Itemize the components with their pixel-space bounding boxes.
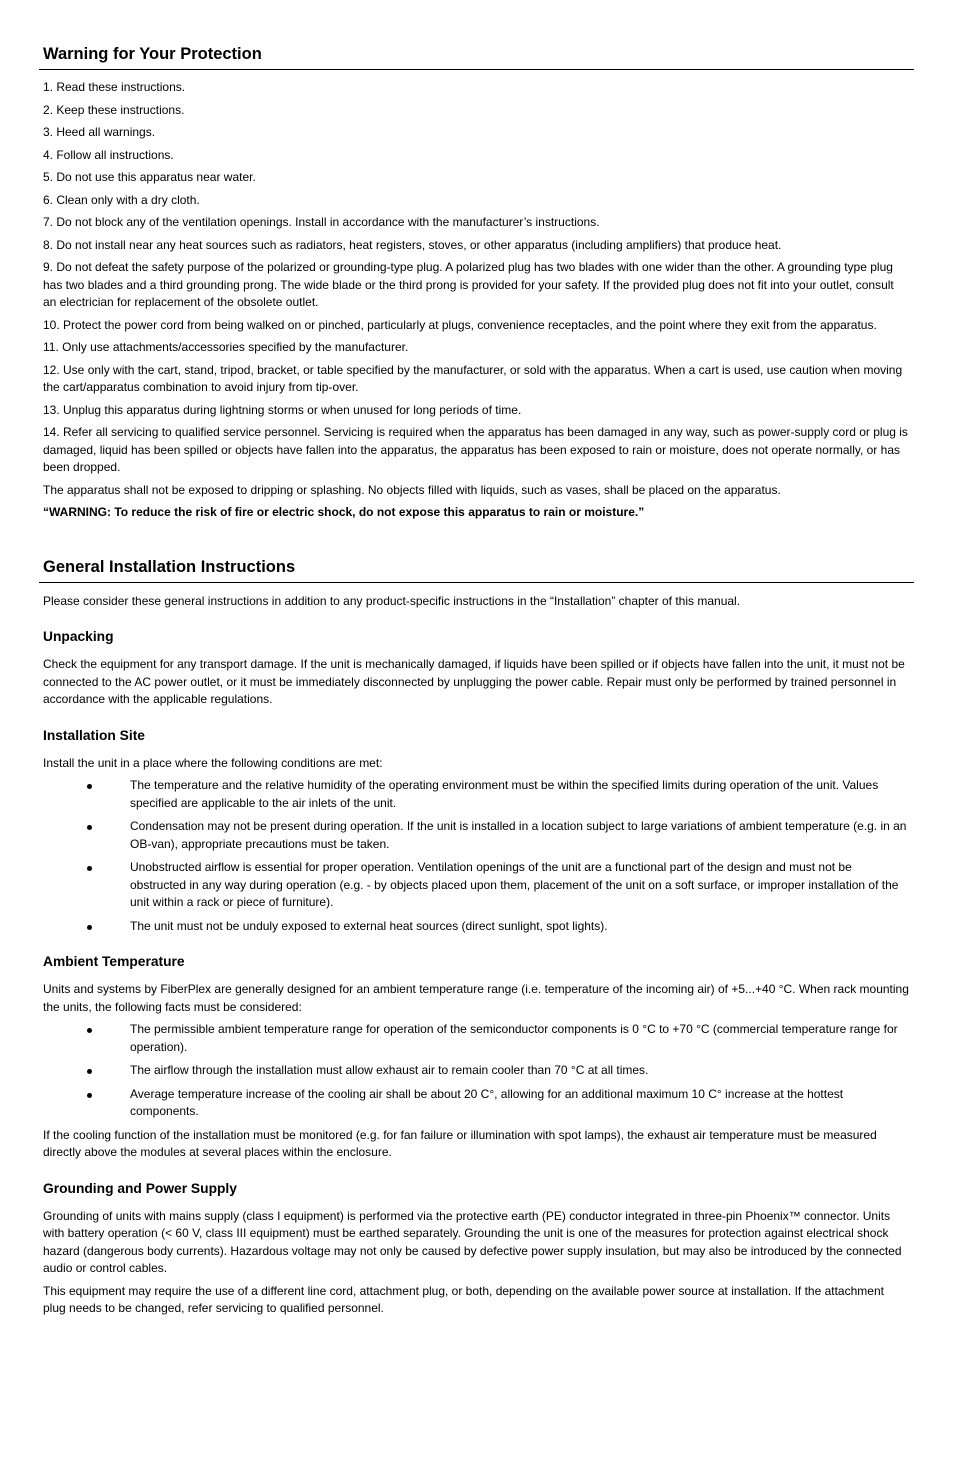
installation-intro: Please consider these general instructions in addition to any product-specific instructions in the “Installation” chapter of this manual.	[43, 593, 741, 608]
grounding-text-1: Grounding of units with mains supply (class I equipment) is performed via the protective earth (PE) conductor integrated in three-pin Phoenix™ connector. Units with battery operation (< 60 V, class III equipment) must be earthed separately. Grounding the unit is one of the measures for protection against electrical shock hazard (dangerous body currents). Hazardous voltage may not only be caused by defective power supply insulation, but may also be introduced by the connected audio or control cables.	[43, 1208, 902, 1275]
instruction-item: 12. Use only with the cart, stand, tripod, bracket, or table specified by the manufacturer, or sold with the apparatus. When a cart is used, use caution when moving the cart/apparatus combination to avoid injury from tip-over.	[43, 362, 903, 394]
instruction-item: 2. Keep these instructions.	[43, 102, 185, 117]
instruction-item: 10. Protect the power cord from being walked on or pinched, particularly at plugs, convenience receptacles, and the point where they exit from the apparatus.	[43, 317, 877, 332]
instruction-item: 8. Do not install near any heat sources such as radiators, heat registers, stoves, or other apparatus (including amplifiers) that produce heat.	[43, 237, 782, 252]
general-installation-section	[43, 556, 909, 1318]
bullet-item	[43, 1062, 909, 1080]
dripping-note: The apparatus shall not be exposed to dripping or splashing. No objects filled with liquids, such as vases, shall be placed on the apparatus.	[43, 482, 781, 497]
bullet-icon	[87, 1028, 92, 1033]
bullet-text: The permissible ambient temperature range for operation of the semiconductor components is 0 °C to +70 °C (commercial temperature range for operation).	[130, 1022, 898, 1054]
ambient-after-text: If the cooling function of the installation must be monitored (e.g. for fan failure or illumination with spot lamps), the exhaust air temperature must be measured directly above the modules at several places within the enclosure.	[43, 1127, 877, 1159]
bullet-icon	[87, 1069, 92, 1074]
bullet-item	[43, 859, 909, 912]
instruction-item: 13. Unplug this apparatus during lightning storms or when unused for long periods of time.	[43, 402, 522, 417]
heading-grounding: Grounding and Power Supply	[43, 1180, 237, 1196]
warning-statement: “WARNING: To reduce the risk of fire or electric shock, do not expose this apparatus to rain or moisture.”	[43, 505, 645, 519]
ambient-text: Units and systems by FiberPlex are generally designed for an ambient temperature range (i.e. temperature of the incoming air) of +5...+40 °C. When rack mounting the units, the following facts must be considered:	[43, 982, 909, 1014]
bullet-icon	[87, 925, 92, 930]
installation-site-list	[43, 777, 909, 935]
unpacking-text: Check the equipment for any transport damage. If the unit is mechanically damaged, if liquids have been spilled or if objects have fallen into the unit, it must not be connected to the AC power outlet, or it must be immediately disconnected by unplugging the power cable. Repair must only be performed by trained personnel in accordance with the applicable regulations.	[43, 657, 905, 706]
instruction-item: 9. Do not defeat the safety purpose of the polarized or grounding-type plug. A polarized plug has two blades with one wider than the other. A grounding type plug has two blades and a third grounding prong. The wide blade or the third prong is provided for your safety. If the provided plug does not fit into your outlet, consult an electrician for replacement of the obsolete outlet.	[43, 260, 894, 309]
bullet-item	[43, 777, 909, 812]
section-divider	[39, 582, 914, 583]
section-divider	[39, 69, 914, 70]
section-title-installation: General Installation Instructions	[43, 557, 296, 576]
bullet-text: The airflow through the installation must allow exhaust air to remain cooler than 70 °C at all times.	[130, 1063, 649, 1077]
instruction-item: 3. Heed all warnings.	[43, 125, 156, 139]
bullet-item	[43, 818, 909, 853]
heading-unpacking: Unpacking	[43, 629, 114, 644]
bullet-text: Unobstructed airflow is essential for proper operation. Ventilation openings of the unit are a functional part of the design and must not be obstructed in any way during operation (e.g. - by objects placed upon them, placement of the unit on a soft surface, or improper installation of the unit within a rack or piece of furniture).	[130, 860, 899, 909]
bullet-item	[43, 1021, 909, 1056]
bullet-item	[43, 918, 909, 936]
section-title-warning: Warning for Your Protection	[43, 45, 262, 63]
bullet-text: The temperature and the relative humidity of the operating environment must be within the specified limits during operation of the unit. Values specified are applicable to the air inlets of the unit.	[130, 778, 879, 810]
instruction-item: 14. Refer all servicing to qualified service personnel. Servicing is required when the apparatus has been damaged in any way, such as power-supply cord or plug is damaged, liquid has been spilled or objects have fallen into the apparatus, the apparatus has been exposed to rain or moisture, does not operate normally, or has been dropped.	[43, 425, 908, 474]
instruction-item: 1. Read these instructions.	[43, 80, 186, 94]
instruction-list	[43, 79, 909, 477]
instruction-item: 5. Do not use this apparatus near water.	[43, 170, 256, 184]
heading-ambient-temperature: Ambient Temperature	[43, 954, 185, 969]
bullet-text: Condensation may not be present during operation. If the unit is installed in a location subject to large variations of ambient temperature (e.g. in an OB-van), appropriate precautions must be taken.	[130, 819, 907, 851]
instruction-item: 4. Follow all instructions.	[43, 147, 174, 162]
instruction-item: 11. Only use attachments/accessories specified by the manufacturer.	[43, 340, 409, 354]
heading-installation-site: Installation Site	[43, 727, 145, 743]
installation-site-text: Install the unit in a place where the following conditions are met:	[43, 755, 383, 770]
bullet-text: Average temperature increase of the cooling air shall be about 20 C°, allowing for an additional maximum 10 C° increase at the hottest components.	[130, 1086, 844, 1118]
bullet-icon	[87, 825, 92, 830]
bullet-icon	[87, 1093, 92, 1098]
ambient-list	[43, 1021, 909, 1121]
bullet-item	[43, 1086, 909, 1121]
grounding-text-2: This equipment may require the use of a different line cord, attachment plug, or both, depending on the available power source at installation. If the attachment plug needs to be changed, refer servicing to qualified personnel.	[43, 1283, 884, 1315]
bullet-icon	[87, 866, 92, 871]
instruction-item: 7. Do not block any of the ventilation openings. Install in accordance with the manufacturer’s instructions.	[43, 215, 600, 229]
bullet-icon	[87, 784, 92, 789]
bullet-text: The unit must not be unduly exposed to external heat sources (direct sunlight, spot lights).	[130, 918, 608, 933]
document-page	[43, 43, 909, 1323]
instruction-item: 6. Clean only with a dry cloth.	[43, 192, 200, 207]
